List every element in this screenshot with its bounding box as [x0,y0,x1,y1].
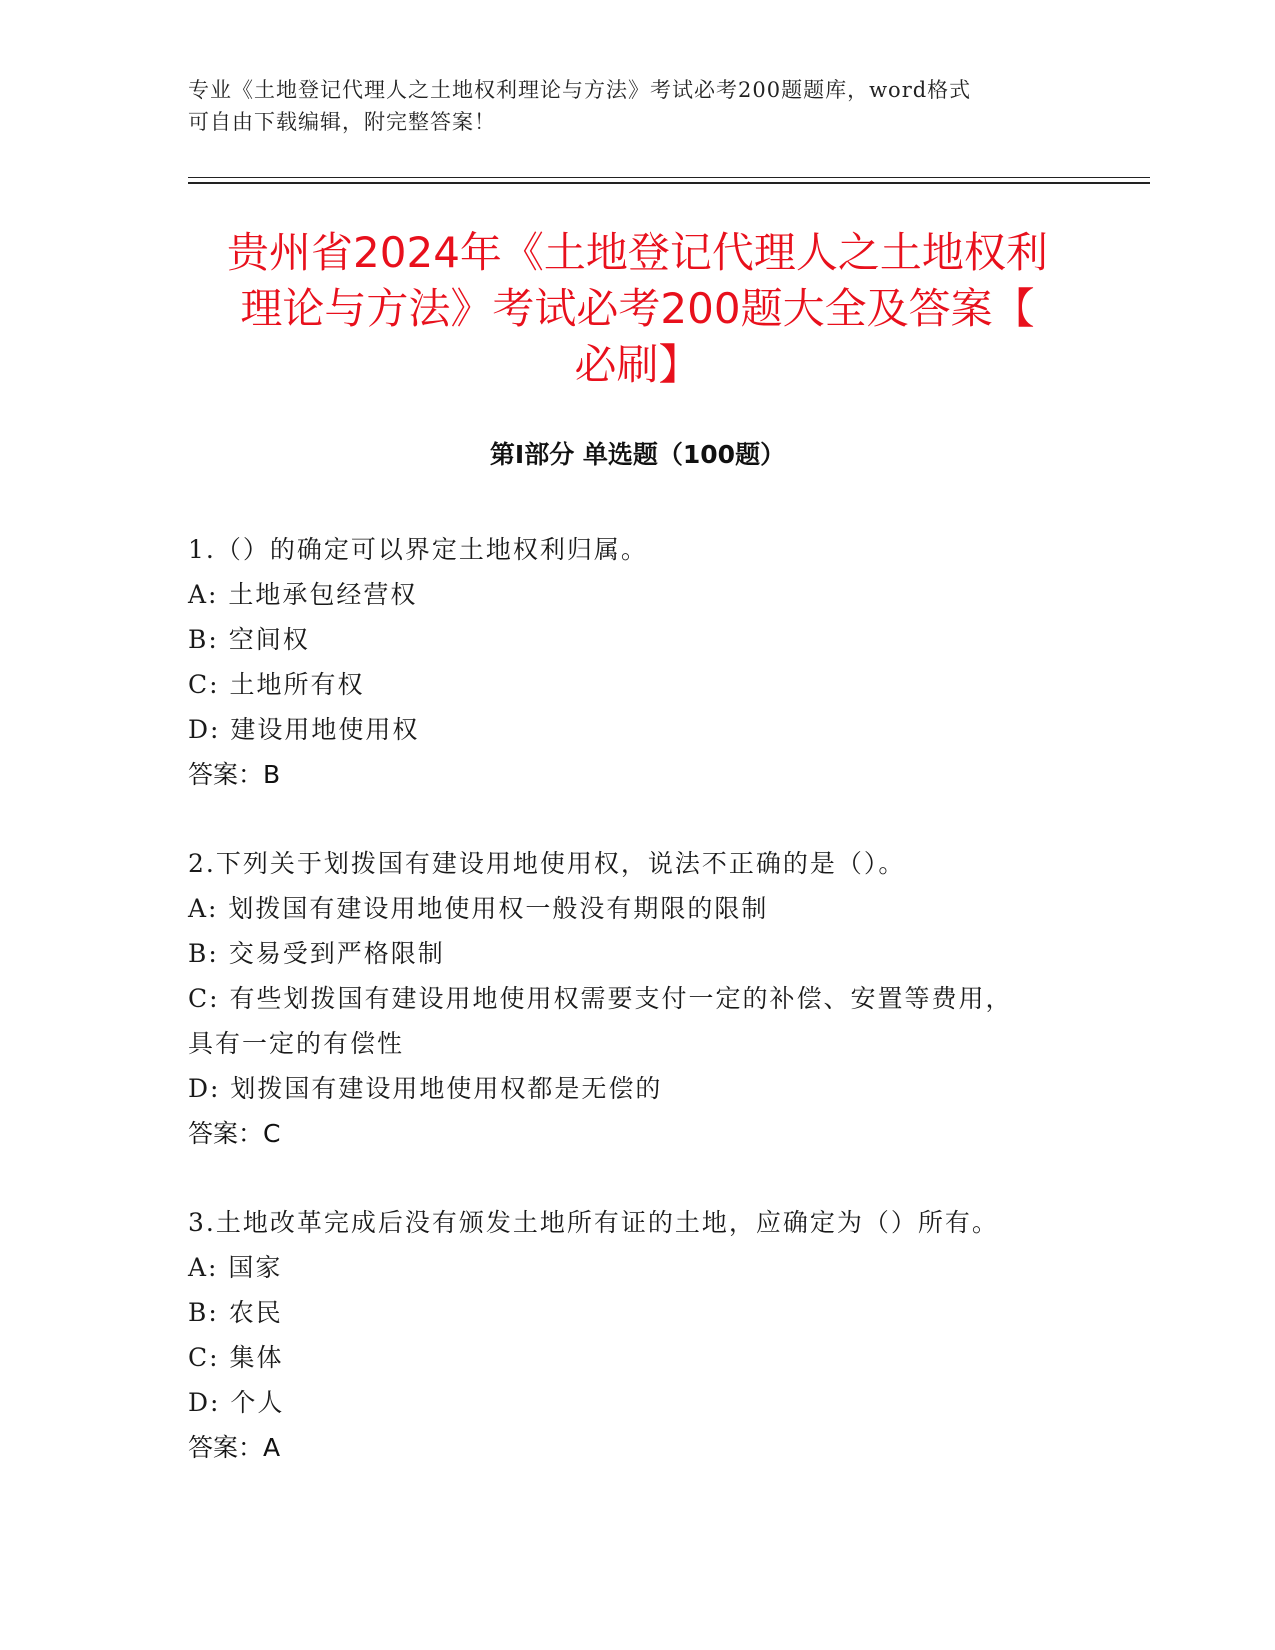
option-c: C: 土地所有权 [188,670,365,699]
question-stem: 2.下列关于划拨国有建设用地使用权，说法不正确的是（）。 [188,849,906,878]
option-d: D: 个人 [188,1388,285,1417]
header-divider-thin [188,177,1150,178]
header-note-line: 专业《土地登记代理人之土地权利理论与方法》考试必考200题题库，word格式 [188,78,972,102]
header-note-line: 可自由下载编辑，附完整答案！ [188,110,496,134]
answer-label: 答案：A [188,1433,281,1462]
answer-label: 答案：B [188,760,281,789]
document-title-line: 理论与方法》考试必考200题大全及答案【 [240,284,1035,333]
section-title: 第I部分 单选题（100题） [489,440,786,469]
question-stem: 1.（）的确定可以界定土地权利归属。 [188,535,648,564]
question-list [188,527,1078,1514]
option-d: D: 建设用地使用权 [188,715,420,744]
option-d: D: 划拨国有建设用地使用权都是无偿的 [188,1074,663,1103]
question-item [188,841,1078,1156]
answer-label: 答案：C [188,1119,281,1148]
question-item [188,527,1078,797]
document-title-line: 贵州省2024年《土地登记代理人之土地权利 [227,228,1048,277]
option-c: C: 有些划拨国有建设用地使用权需要支付一定的补偿、安置等费用， [188,984,1013,1013]
question-stem: 3.土地改革完成后没有颁发土地所有证的土地，应确定为（）所有。 [188,1208,999,1237]
header-divider-thick [188,182,1150,184]
option-a: A: 划拨国有建设用地使用权一般没有期限的限制 [188,894,769,923]
option-b: B: 农民 [188,1298,283,1327]
option-a: A: 国家 [188,1253,283,1282]
option-a: A: 土地承包经营权 [188,580,418,609]
document-title-line: 必刷】 [574,340,701,389]
document-title [180,225,1095,393]
option-b: B: 交易受到严格限制 [188,939,445,968]
option-c: C: 集体 [188,1343,284,1372]
option-b: B: 空间权 [188,625,310,654]
header-note [188,74,1088,138]
question-item [188,1200,1078,1470]
option-c-continued: 具有一定的有偿性 [188,1029,405,1058]
